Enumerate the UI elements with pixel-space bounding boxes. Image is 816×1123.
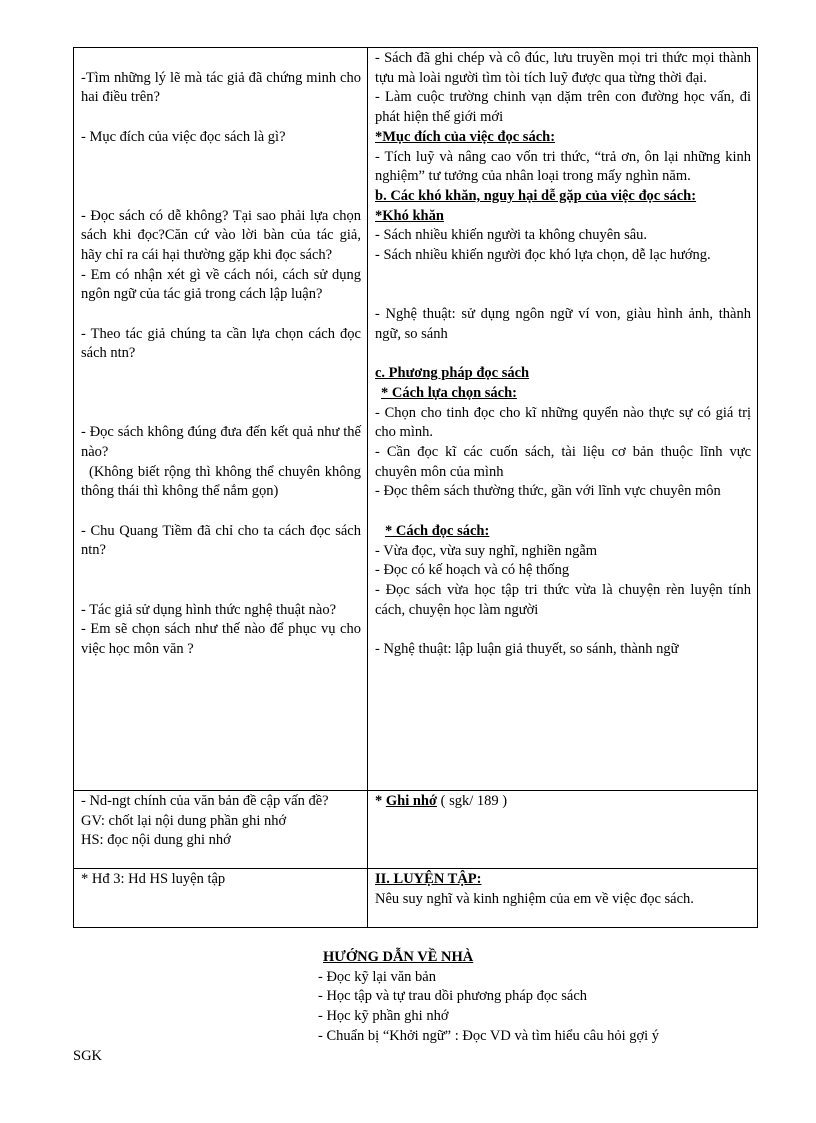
homework-item: - Học kỹ phần ghi nhớ (318, 1008, 449, 1025)
question-text: - Mục đích của việc đọc sách là gì? (81, 128, 286, 145)
student-note: HS: đọc nội dung ghi nhớ (81, 832, 231, 849)
difficulty-subheading: *Khó khăn (375, 207, 444, 224)
homework-item: - Chuẩn bị “Khởi ngữ” : Đọc VD và tìm hiểu câu hỏi gợi ý (318, 1027, 660, 1044)
answer-text: - Chọn cho tinh đọc cho kĩ những quyển nào thực sự có giá trị cho mình. (375, 404, 751, 441)
answer-text: - Sách đã ghi chép và cô đúc, lưu truyền mọi tri thức mọi thành tựu mà loài người tìm tòi tích luỹ được qua từng thời đại. (375, 50, 751, 86)
lesson-table (73, 47, 758, 928)
question-text: - Theo tác giả chúng ta cần lựa chọn cách đọc sách ntn? (81, 325, 361, 362)
question-text: - Em sẽ chọn sách như thế nào để phục vụ cho việc học môn văn ? (81, 621, 361, 657)
answer-text: - Sách nhiều khiến người ta không chuyên sâu. (375, 227, 648, 244)
homework-item: - Đọc kỹ lại văn bản (318, 968, 436, 985)
answer-text: - Cần đọc kĩ các cuốn sách, tài liệu cơ bản thuộc lĩnh vực chuyên môn của mình (375, 444, 751, 480)
answer-text: - Vừa đọc, vừa suy nghĩ, nghiền ngẫm (375, 542, 598, 559)
answer-text: - Sách nhiều khiến người đọc khó lựa chọn, dễ lạc hướng. (375, 247, 711, 264)
bullet-mark: * (375, 793, 386, 809)
question-text: -Tìm những lý lẽ mà tác giả đã chứng minh cho hai điều trên? (81, 69, 361, 106)
purpose-heading: *Mục đích của việc đọc sách: (375, 128, 556, 145)
question-text: - Chu Quang Tiềm đã chỉ cho ta cách đọc sách ntn? (81, 522, 361, 559)
table-row (74, 869, 758, 928)
homework-section (318, 948, 778, 1047)
question-text: - Đọc sách có dễ không? Tại sao phải lựa chọn sách khi đọc?Căn cứ vào lời bàn của tác giả, hãy chỉ ra cái hại thường gặp khi đọc sách? (81, 207, 361, 263)
answer-text: - Đọc thêm sách thường thức, gần với lĩnh vực chuyên môn (375, 483, 721, 500)
practice-heading: II. LUYỆN TẬP: (375, 871, 482, 887)
activity-cell (74, 869, 368, 928)
difficulties-heading: b. Các khó khăn, nguy hại dễ gặp của việc đọc sách: (375, 187, 697, 204)
practice-text: Nêu suy nghĩ và kinh nghiệm của em về việc đọc sách. (375, 890, 694, 907)
answer-text: - Tích luỹ và nâng cao vốn tri thức, “trả ơn, ôn lại những kinh nghiệm” tư tưởng của nhân loại trong mấy nghìn năm. (375, 148, 751, 185)
choose-books-heading: * Cách lựa chọn sách: (381, 384, 517, 401)
homework-item: - Học tập và tự trau dồi phương pháp đọc sách (318, 988, 588, 1005)
table-row (74, 791, 758, 869)
homework-tail: SGK (73, 1048, 103, 1064)
answer-text: - Đọc sách vừa học tập tri thức vừa là chuyện rèn luyện tính cách, chuyện học làm người (375, 581, 751, 618)
read-books-heading: * Cách đọc sách: (385, 522, 490, 539)
answer-text: - Đọc có kế hoạch và có hệ thống (375, 562, 570, 579)
activity-text: * Hđ 3: Hd HS luyện tập (81, 871, 226, 887)
summary-cell (368, 791, 758, 869)
content-cell (368, 48, 758, 791)
question-text: - Đọc sách không đúng đưa đến kết quả như thế nào? (81, 424, 361, 460)
method-heading: c. Phương pháp đọc sách (375, 365, 530, 382)
remember-ref: ( sgk/ 189 ) (437, 793, 508, 809)
teacher-note: GV: chốt lại nội dung phần ghi nhớ (81, 812, 287, 829)
homework-title: HƯỚNG DẪN VỀ NHÀ (323, 949, 474, 965)
question-text: - Em có nhận xét gì về cách nói, cách sử dụng ngôn ngữ của tác giả trong cách lập luận? (81, 266, 361, 303)
answer-text: - Nghệ thuật: sử dụng ngôn ngữ ví von, giàu hình ảnh, thành ngữ, so sánh (375, 306, 751, 342)
teacher-questions-cell (74, 48, 368, 791)
practice-cell (368, 869, 758, 928)
question-text: - Nd-ngt chính của văn bản đề cập vấn đề? (81, 793, 329, 809)
answer-text: - Làm cuộc trường chinh vạn dặm trên con đường học vấn, đi phát hiện thế giới mới (375, 89, 751, 126)
remember-label: Ghi nhớ (385, 793, 438, 809)
answer-text: - Nghệ thuật: lập luận giả thuyết, so sánh, thành ngữ (375, 641, 679, 658)
question-text: - Tác giả sử dụng hình thức nghệ thuật nào? (81, 601, 337, 618)
note-text: (Không biết rộng thì không thể chuyên không thông thái thì không thể nắm gọn) (81, 463, 361, 500)
table-row (74, 48, 758, 791)
summary-question-cell (74, 791, 368, 869)
